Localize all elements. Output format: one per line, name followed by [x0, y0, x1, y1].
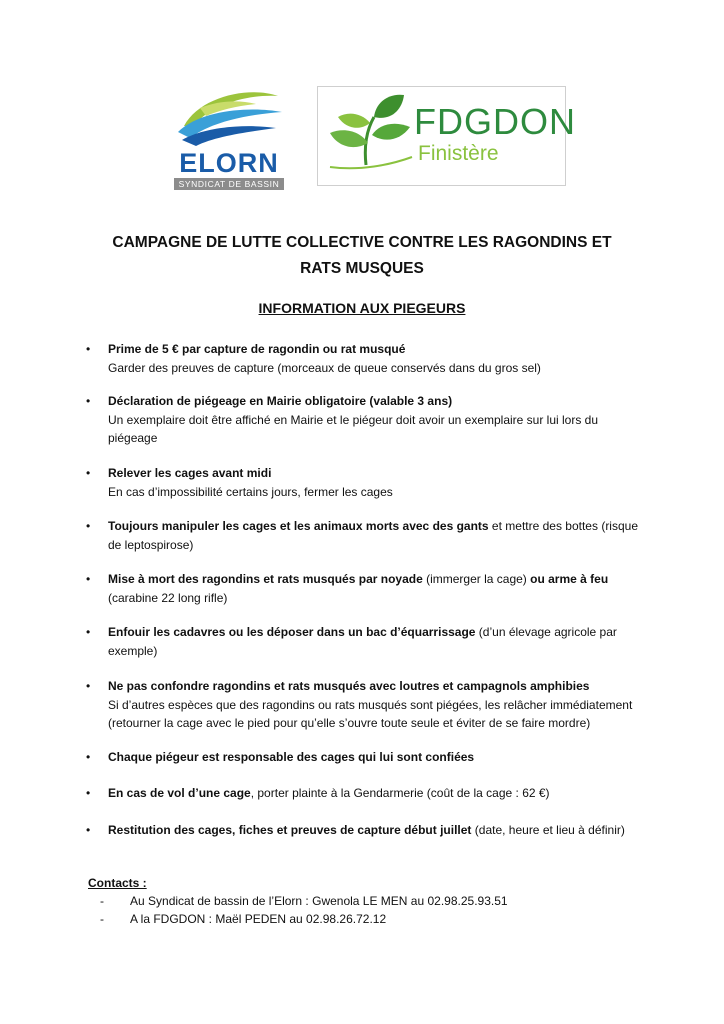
- bullet-icon: •: [86, 519, 91, 533]
- contact-entry: [100, 892, 508, 910]
- item-detail: de leptospirose): [108, 537, 194, 552]
- elorn-wordmark: ELORN: [179, 148, 279, 178]
- item-detail: (retourner la cage avec le pied pour qu’elle s’ouvre toute seule et éviter de se faire mordre): [108, 716, 591, 730]
- item-text: et mettre des bottes (risque: [488, 519, 638, 533]
- item-heading: Déclaration de piégeage en Mairie obligatoire (valable 3 ans): [108, 394, 453, 408]
- item-heading: En cas de vol d’une cage: [108, 786, 251, 800]
- bullet-icon: •: [86, 679, 91, 693]
- leaf-icon: [320, 87, 416, 183]
- bullet-icon: •: [86, 466, 91, 480]
- list-item: [86, 464, 648, 501]
- list-item: [86, 517, 648, 554]
- item-heading: Prime de 5 € par capture de ragondin ou rat musqué: [108, 342, 406, 356]
- contacts-label: Contacts :: [88, 876, 147, 890]
- contact-text: Au Syndicat de bassin de l’Elorn : Gwenola LE MEN au 02.98.25.93.51: [130, 894, 508, 908]
- item-heading: Mise à mort des ragondins et rats musqués par noyade: [108, 572, 423, 586]
- list-item: [86, 392, 648, 448]
- item-heading: Enfouir les cadavres ou les déposer dans un bac d’équarrissage: [108, 625, 476, 639]
- fdgdon-wordmark: FDGDON: [414, 101, 576, 142]
- item-heading: Restitution des cages, fiches et preuves de capture début juillet: [108, 823, 472, 837]
- item-detail: (carabine 22 long rifle): [108, 590, 228, 605]
- list-item: [86, 821, 648, 840]
- header-logos: [0, 84, 724, 194]
- item-text: (date, heure et lieu à définir): [471, 823, 625, 837]
- title-line-1: CAMPAGNE DE LUTTE COLLECTIVE CONTRE LES RAGONDINS ET: [112, 234, 612, 251]
- contact-text: A la FDGDON : Maël PEDEN au 02.98.26.72.12: [130, 912, 387, 926]
- item-detail: piégeage: [108, 431, 158, 445]
- bullet-icon: •: [86, 786, 91, 800]
- title-line-2: RATS MUSQUES: [300, 260, 424, 277]
- list-item: [86, 340, 648, 377]
- item-detail: Garder des preuves de capture (morceaux de queue conservés dans du gros sel): [108, 360, 541, 375]
- item-detail: exemple): [108, 643, 158, 658]
- dash-marker: -: [100, 912, 104, 926]
- item-heading-2: ou arme à feu: [530, 572, 609, 586]
- elorn-logo: [170, 86, 288, 190]
- item-heading: Toujours manipuler les cages et les animaux morts avec des gants: [108, 519, 489, 533]
- bullet-icon: •: [86, 823, 91, 837]
- item-detail: Un exemplaire doit être affiché en Mairie et le piégeur doit avoir un exemplaire sur lui lors du: [108, 412, 599, 427]
- list-item: [86, 570, 648, 607]
- bullet-icon: •: [86, 625, 91, 639]
- item-heading: Chaque piégeur est responsable des cages qui lui sont confiées: [108, 750, 475, 764]
- item-text: (d’un élevage agricole par: [475, 625, 617, 639]
- list-item: [86, 784, 648, 803]
- dash-marker: -: [100, 894, 104, 908]
- elorn-subtitle: SYNDICAT DE BASSIN: [174, 178, 284, 190]
- document-title: [60, 230, 664, 282]
- list-item: [86, 623, 648, 660]
- fdgdon-subtitle: Finistère: [418, 142, 499, 165]
- elorn-swoosh-icon: [170, 86, 288, 150]
- item-heading: Relever les cages avant midi: [108, 466, 272, 480]
- item-heading: Ne pas confondre ragondins et rats musqués avec loutres et campagnols amphibies: [108, 679, 590, 693]
- bullet-icon: •: [86, 750, 91, 764]
- contact-entry: [100, 910, 386, 928]
- bullet-icon: •: [86, 572, 91, 586]
- bullet-icon: •: [86, 342, 91, 356]
- item-detail: Si d’autres espèces que des ragondins ou rats musqués sont piégées, les relâcher immédiatement: [108, 697, 633, 712]
- item-detail: En cas d’impossibilité certains jours, fermer les cages: [108, 484, 393, 499]
- bullet-icon: •: [86, 394, 91, 408]
- list-item: [86, 677, 648, 733]
- item-text: , porter plainte à la Gendarmerie (coût de la cage : 62 €): [250, 786, 550, 800]
- list-item: [86, 748, 648, 767]
- item-text: (immerger la cage): [422, 572, 531, 586]
- document-subtitle: INFORMATION AUX PIEGEURS: [258, 300, 466, 316]
- fdgdon-logo: [317, 86, 576, 186]
